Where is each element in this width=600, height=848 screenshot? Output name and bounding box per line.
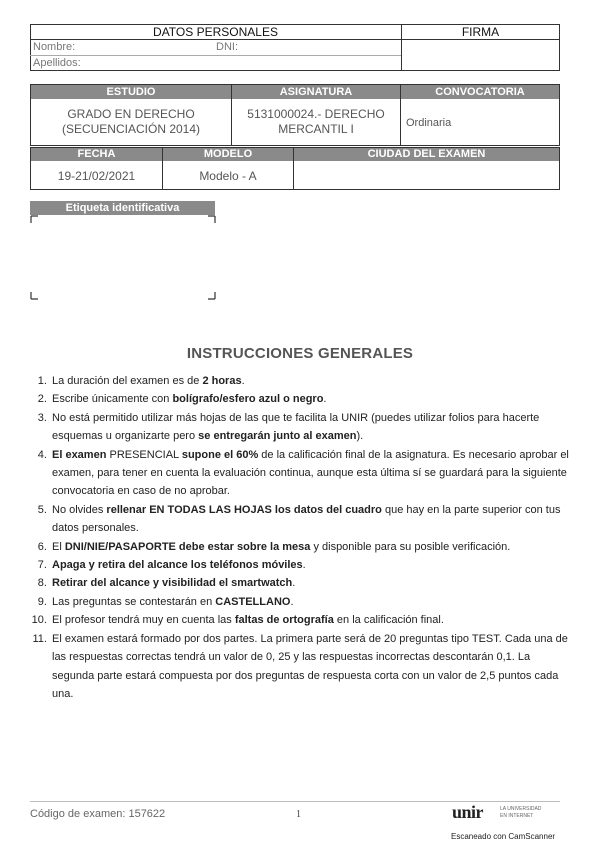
instruction-text: No olvides [52,503,107,516]
instruction-item [50,593,570,611]
fecha-value: 19-21/02/2021 [57,169,136,183]
estudio-line-2: (SECUENCIACIÓN 2014) [61,122,201,136]
asignatura-line-1: 5131000024.- DERECHO [247,107,385,121]
instruction-text: Escribe únicamente con [52,393,173,406]
asignatura-header: ASIGNATURA [232,85,400,99]
instruction-text: DNI/NIE/PASAPORTE debe estar sobre la mesa [64,540,311,553]
instruction-text: El examen [52,448,107,461]
instruction-text: CASTELLANO [215,595,291,608]
unir-logo [452,802,560,824]
page-number: 1 [296,809,301,820]
estudio-header: ESTUDIO [31,85,231,99]
instruction-item [50,611,570,629]
instruction-text: PRESENCIAL [106,448,182,461]
apellidos-label: Apellidos: [33,57,81,69]
instruction-text: . [290,595,294,608]
convocatoria-header: CONVOCATORIA [401,85,559,99]
study-col-divider-2 [400,84,401,146]
estudio-value [31,107,231,137]
instruction-item [50,501,570,538]
fecha-header: FECHA [31,148,162,161]
instructions-list [30,372,570,703]
instruction-text: Retirar del alcance y visibilidad el smartwatch [52,577,293,590]
instruction-text: se entregarán junto al examen [198,430,357,443]
instruction-text: Las preguntas se contestarán en [52,595,216,608]
modelo-value: Modelo - A [199,169,257,183]
estudio-line-1: GRADO EN DERECHO [67,107,195,121]
apellidos-field[interactable] [33,57,393,70]
instruction-text: El [52,540,65,553]
scanner-watermark: Escaneado con CamScanner [451,832,556,841]
instruction-item [50,538,570,556]
instruction-text: La duración del examen es de [52,375,203,387]
instruction-text: rellenar EN TODAS LAS HOJAS los datos del cuadro [106,503,382,516]
nombre-field[interactable] [33,41,203,55]
convocatoria-value: Ordinaria [406,117,452,129]
instruction-text: ). [356,430,364,443]
instruction-text: . [302,559,306,572]
instruction-text: bolígrafo/esfero azul o negro [172,393,324,406]
instruction-text: El examen estará formado por dos partes. La primera parte será de 20 preguntas tipo TEST. Cada una de las respuestas correctas tendrá un valor de 0, 25 y las respuestas incorrectas descontarán 0,1. La segunda parte estará compuesta por dos preguntas de respuesta corta con un valor de 2,5 puntos cada una. [52,632,568,700]
instruction-item [50,409,570,446]
unir-logo-sub-1: LA UNIVERSIDAD [500,806,542,812]
instruction-item [50,574,570,592]
instruction-text: . [323,393,327,406]
instruction-item [50,556,570,574]
instruction-item [50,446,570,501]
instruction-text: No está permitido utilizar más hojas de las que te facilita la UNIR (puedes utilizar folios para hacerte esquemas u organizarte pero [52,411,540,443]
instruction-text: supone el 60% [181,448,259,461]
modelo-header: MODELO [163,148,293,161]
instruction-item [50,390,570,408]
instruction-text: . [292,577,296,590]
instruction-text: y disponible para su posible verificación. [310,540,511,553]
nombre-apellidos-divider [30,55,401,56]
asignatura-value [232,107,400,137]
ciudad-header: CIUDAD DEL EXAMEN [294,148,559,161]
dni-field[interactable] [216,41,396,55]
firma-field[interactable] [402,40,559,70]
datos-personales-title: DATOS PERSONALES [153,25,278,39]
dni-label: DNI: [216,41,238,53]
exam-code: Código de examen: 157622 [30,808,166,820]
instruction-text: El profesor tendrá muy en cuenta las [52,614,235,627]
instruction-text: faltas de ortografía [234,614,334,627]
instruction-text: 2 horas [202,375,242,387]
asignatura-line-2: MERCANTIL I [278,122,354,136]
instruction-item [50,372,570,390]
instruction-text: Apaga y retira del alcance los teléfonos móviles [52,559,303,572]
instructions-title: INSTRUCCIONES GENERALES [186,345,414,362]
instruction-item [50,630,570,704]
instruction-text: . [241,375,245,387]
corner-marks [30,215,216,300]
nombre-label: Nombre: [33,41,76,53]
instruction-text: de la calificación final de la asignatura. Es necesario aprobar el examen, para tener en cuenta la evaluación continua, aunque esta última sí se guardará para la siguiente convocatoria en caso de no aprobar. [52,448,569,498]
unir-logo-sub-2: EN INTERNET [500,813,534,819]
etiqueta-area[interactable] [30,215,216,300]
ciudad-value[interactable] [294,169,559,185]
instruction-text: que hay en la parte superior con tus datos personales. [52,503,561,535]
etiqueta-header: Etiqueta identificativa [30,201,215,215]
unir-logo-text: unir [452,802,484,822]
firma-title: FIRMA [461,25,500,39]
instruction-text: en la calificación final. [333,614,444,627]
